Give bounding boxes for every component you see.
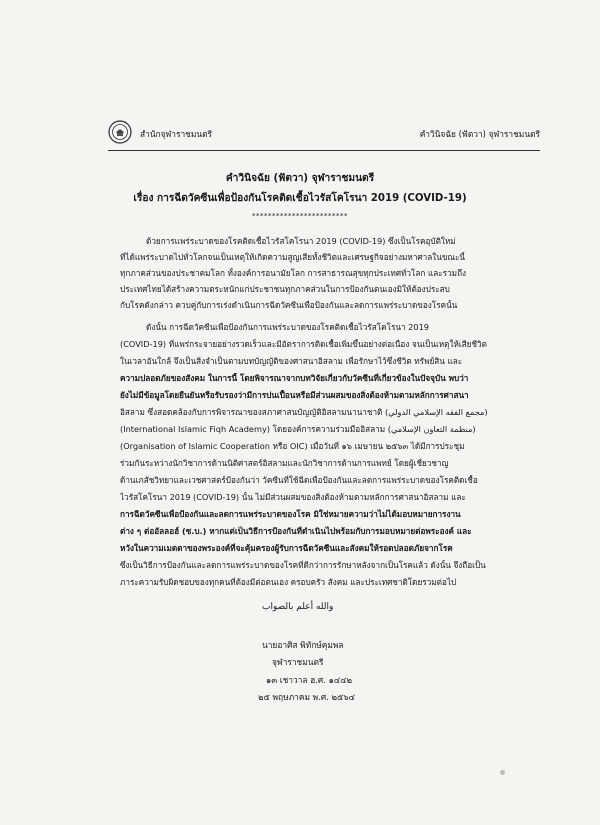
closing-arabic-phrase: والله أعلم بالصواب: [262, 602, 334, 612]
letterhead: [108, 120, 540, 151]
paragraph2-line: ไวรัสโคโรนา 2019 (COVID-19) นั้น ไม่มีส่วนผสมของสิ่งต้องห้ามตามหลักการศาสนาอิสลาม และ: [120, 492, 466, 502]
paragraph2-line: ภาระความรับผิดชอบของทุกคนที่ต้องมีต่อตนเอง ครอบครัว สังคม และประเทศชาติโดยรวมต่อไป: [120, 577, 457, 587]
paragraph2-line: ในเวลาอันใกล้ จึงเป็นสิ่งจำเป็นตามบทบัญญัติของศาสนาอิสลาม เพื่อรักษาไว้ซึ่งชีวิต ทรัพย์สิน และ: [120, 356, 463, 366]
paragraph2-line: ดังนั้น การฉีดวัคซีนเพื่อป้องกันการแพร่ระบาดของโรคติดเชื้อไวรัสโคโรนา 2019: [146, 322, 430, 332]
header-document-label: คำวินิจฉัย (ฟัตวา) จุฬาราชมนตรี: [419, 129, 540, 139]
scan-speck: [500, 770, 505, 775]
paragraph2-line: ซึ่งเป็นวิธีการป้องกันและลดการแพร่ระบาดของโรคที่ดีกว่าการรักษาหลังจากเป็นโรคแล้ว ดังนั้น จึงถือเป็น: [120, 560, 486, 570]
paragraph2-line: (International Islamic Fiqh Academy) โดยองค์การความร่วมมืออิสลาม (منظمة التعاون الإسلامي): [120, 424, 476, 434]
document-title: คำวินิจฉัย (ฟัตวา) จุฬาราชมนตรี: [225, 173, 375, 184]
paragraph2-line: ยังไม่มีข้อมูลโดยยืนยันหรือรับรองว่ามีการปนเปื้อนหรือมีส่วนผสมของสิ่งต้องห้ามตามหลักการศาสนา: [120, 390, 469, 400]
paragraph2-line: (COVID-19) ที่แพร่กระจายอย่างรวดเร็วและมีอัตราการติดเชื้อเพิ่มขึ้นอย่างต่อเนื่อง จนเป็นเหตุให้เสียชีวิต: [120, 339, 487, 349]
paragraph2-line: อิสลาม ซึ่งสอดคล้องกับการพิจารณาของสภาศาสนบัญญัติอิสลามนานาชาติ (مجمع الفقه الإسلامي الدولي): [120, 407, 488, 417]
paragraph2-line: (Organisation of Islamic Cooperation หรือ OIC) เมื่อวันที่ ๑๖ เมษายน ๒๕๖๓ ได้มีการประชุม: [120, 441, 465, 451]
paragraph1-line: กับโรคดังกล่าว ควบคู่กับการเร่งดำเนินการฉีดวัคซีนเพื่อป้องกันและลดการแพร่ระบาดของโรคนั้น: [120, 300, 458, 310]
organization-name: สำนักจุฬาราชมนตรี: [140, 129, 213, 139]
hijri-date: ๑๓ เชาวาล ฮ.ศ. ๑๔๔๒: [266, 675, 353, 685]
signatory-position: จุฬาราชมนตรี: [272, 657, 324, 667]
seal-emblem-icon: [108, 120, 132, 144]
paragraph1-line: ประเทศไทยได้สร้างความตระหนักแก่ประชาชนทุกภาคส่วนในการป้องกันตนเองมิให้ต้องประสบ: [120, 284, 450, 294]
paragraph1-line: ด้วยการแพร่ระบาดของโรคติดเชื้อไวรัสโคโรนา 2019 (COVID-19) ซึ่งเป็นโรคอุบัติใหม่: [146, 236, 456, 246]
paragraph2-line: การฉีดวัคซีนเพื่อป้องกันและลดการแพร่ระบาดของโรค มิใช่หมายความว่าไม่ได้มอบหมายการงาน: [120, 509, 461, 519]
paragraph2-line: ความปลอดภัยของสังคม ในการนี้ โดยพิจารณาจากบทวิจัยเกี่ยวกับวัคซีนที่เกี่ยวข้องในปัจจุบัน พบว่า: [120, 373, 469, 383]
thai-date: ๒๕ พฤษภาคม พ.ศ. ๒๕๖๔: [258, 692, 355, 702]
document-subject: เรื่อง การฉีดวัคซีนเพื่อป้องกันโรคติดเชื้อไวรัสโคโรนา 2019 (COVID-19): [133, 193, 467, 204]
paragraph1-line: ทุกภาคส่วนของประชาคมโลก ทั้งองค์การอนามัยโลก การสาธารณสุขทุกประเทศทั่วโลก และรวมถึง: [120, 268, 467, 278]
paragraph2-line: ด้านเภสัชวิทยาและเวชศาสตร์ป้องกันว่า วัคซีนที่ใช้ฉีดเพื่อป้องกันและลดการแพร่ระบาดของโรคติดเชื้อ: [120, 475, 478, 485]
paragraph2-line: ต่าง ๆ ต่ออัลลอฮ์ (ซ.บ.) หากแต่เป็นวิธีการป้องกันที่ดำเนินไปพร้อมกับการมอบหมายต่อพระองค์ และ: [120, 526, 472, 536]
paragraph2-line: หวังในความเมตตาของพระองค์ที่จะคุ้มครองผู้รับการฉีดวัคซีนและสังคมให้รอดปลอดภัยจากโรค: [120, 543, 453, 553]
signatory-name: นายอาศิส พิทักษ์คุมพล: [262, 640, 344, 650]
paragraph2-line: ร่วมกันระหว่างนักวิชาการด้านนิติศาสตร์อิสลามและนักวิชาการด้านการแพทย์ โดยผู้เชี่ยวชาญ: [120, 458, 449, 468]
paragraph1-line: ที่ได้แพร่ระบาดไปทั่วโลกจนเป็นเหตุให้เกิดความสูญเสียทั้งชีวิตและเศรษฐกิจอย่างมหาศาลในขณะนี้: [120, 252, 466, 262]
separator-stars: ************************: [252, 212, 348, 220]
